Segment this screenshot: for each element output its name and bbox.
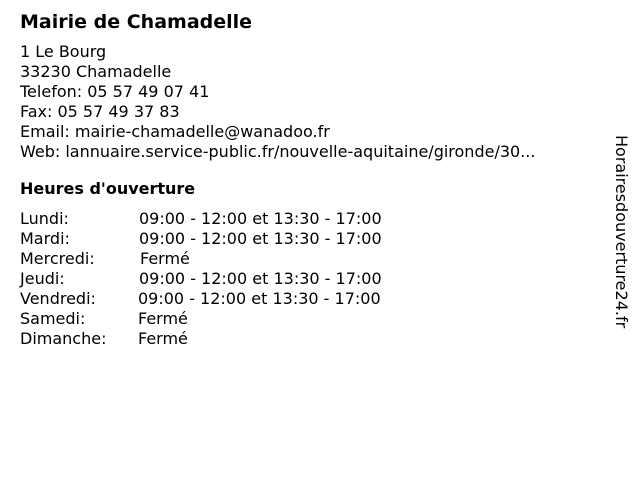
office-info-card <box>20 10 610 349</box>
day-hours: Fermé <box>138 309 188 328</box>
opening-hours-heading: Heures d'ouverture <box>20 179 196 198</box>
day-label: Mercredi: <box>20 249 95 268</box>
day-label: Jeudi: <box>20 269 65 288</box>
day-hours: 09:00 - 12:00 et 13:30 - 17:00 <box>139 269 382 288</box>
address-street: 1 Le Bourg <box>20 42 107 61</box>
hours-row-friday <box>20 289 610 309</box>
day-hours: 09:00 - 12:00 et 13:30 - 17:00 <box>138 289 381 308</box>
day-label: Lundi: <box>20 209 69 228</box>
hours-row-saturday <box>20 309 610 329</box>
fax-number: Fax: 05 57 49 37 83 <box>20 102 180 121</box>
page-title: Mairie de Chamadelle <box>20 11 253 33</box>
day-hours: 09:00 - 12:00 et 13:30 - 17:00 <box>139 209 382 228</box>
hours-row-thursday <box>20 269 610 289</box>
email-address: Email: mairie-chamadelle@wanadoo.fr <box>20 122 330 141</box>
site-watermark: Horairesdouverture24.fr <box>612 135 631 329</box>
phone-number: Telefon: 05 57 49 07 41 <box>20 82 210 101</box>
address-city: 33230 Chamadelle <box>20 62 172 81</box>
website-link: Web: lannuaire.service-public.fr/nouvelle-aquitaine/gironde/30... <box>20 142 536 161</box>
day-hours: 09:00 - 12:00 et 13:30 - 17:00 <box>139 229 382 248</box>
opening-hours-table <box>20 209 610 349</box>
day-label: Mardi: <box>20 229 70 248</box>
day-label: Samedi: <box>20 309 86 328</box>
hours-row-wednesday <box>20 249 610 269</box>
hours-row-tuesday <box>20 229 610 249</box>
day-label: Dimanche: <box>20 329 107 348</box>
hours-row-monday <box>20 209 610 229</box>
hours-row-sunday <box>20 329 610 349</box>
day-hours: Fermé <box>140 249 190 268</box>
day-hours: Fermé <box>138 329 188 348</box>
day-label: Vendredi: <box>20 289 96 308</box>
